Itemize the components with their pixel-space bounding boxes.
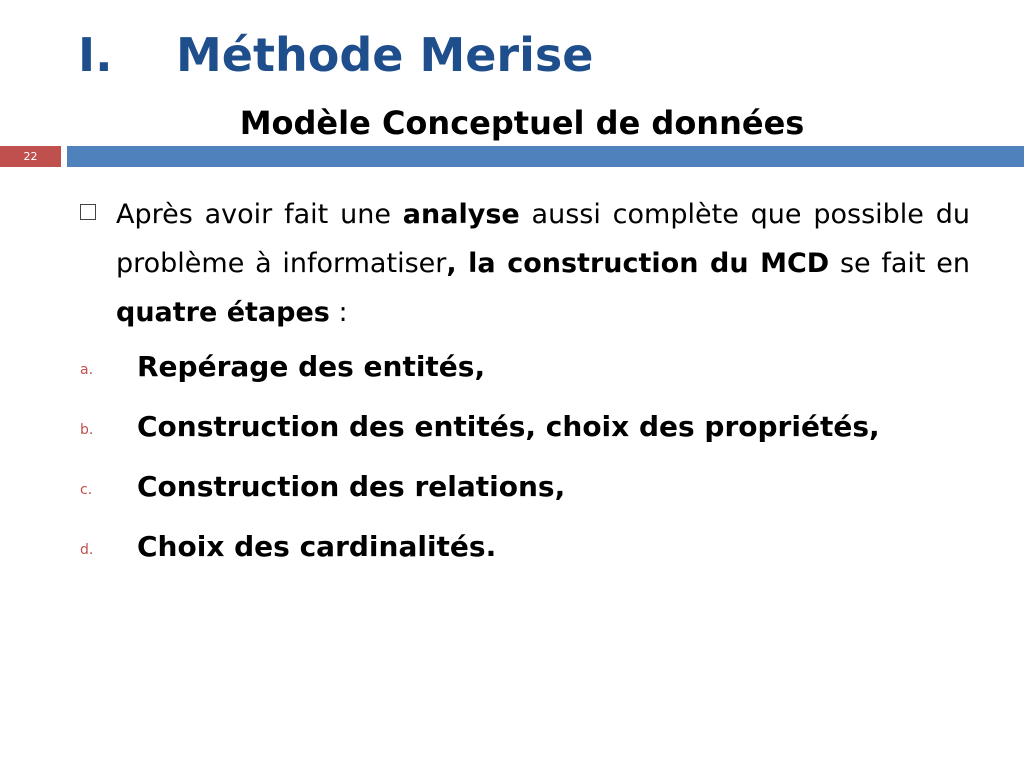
intro-text-4: : [329, 297, 348, 328]
list-marker: d. [80, 542, 94, 558]
intro-text-3: se fait en [829, 248, 970, 279]
title-text: Méthode Merise [176, 28, 594, 82]
slide-title [78, 28, 593, 82]
list-item [0, 530, 1024, 570]
intro-bold-construction: , la construction du MCD [446, 248, 830, 279]
list-marker: b. [80, 422, 94, 438]
list-marker: a. [80, 362, 94, 378]
list-item-text: Construction des entités, choix des propriétés, [137, 410, 880, 443]
intro-text-1: Après avoir fait une [116, 199, 403, 230]
intro-text-2: aussi complète que possible du problème à informatiser [116, 199, 970, 279]
list-item-text: Repérage des entités, [137, 350, 486, 383]
intro-bold-quatre-etapes: quatre étapes [116, 297, 330, 328]
intro-bold-analyse: analyse [402, 199, 520, 230]
list-item [0, 350, 1024, 390]
slide-number-badge [0, 146, 61, 167]
slide-number: 22 [23, 150, 38, 163]
intro-text [116, 190, 970, 337]
list-marker: c. [80, 482, 93, 498]
list-item-text: Choix des cardinalités. [137, 530, 497, 563]
list-item [0, 410, 1024, 450]
list-item [0, 470, 1024, 510]
intro-paragraph [80, 190, 970, 337]
checkbox-bullet-icon [80, 204, 96, 220]
header-bar [67, 146, 1024, 167]
list-item-text: Construction des relations, [137, 470, 566, 503]
title-number: I. [78, 28, 113, 82]
slide-subtitle: Modèle Conceptuel de données [239, 104, 805, 142]
